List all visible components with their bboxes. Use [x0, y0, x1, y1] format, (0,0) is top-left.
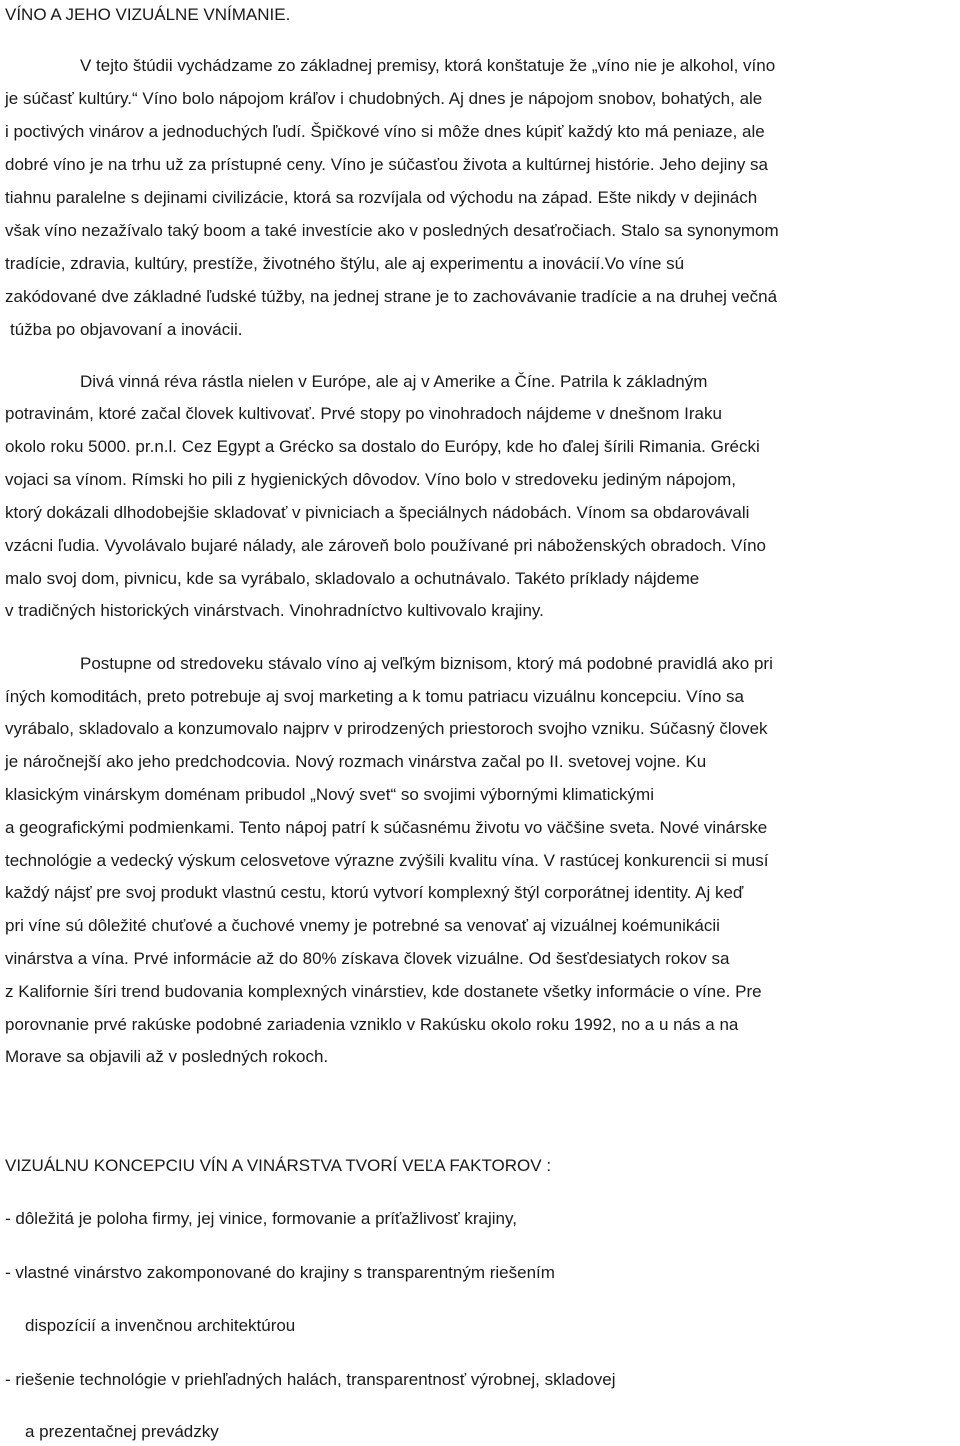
text-line: ktorý dokázali dlhodobejšie skladovať v pivniciach a špeciálnych nádobách. Vínom sa obdarovávali: [5, 503, 750, 522]
text-line: zakódované dve základné ľudské túžby, na jednej strane je to zachovávanie tradície a na druhej večná: [5, 287, 778, 306]
text-line: Morave sa objavili až v posledných rokoch.: [5, 1047, 329, 1066]
text-line: vinárstva a vína. Prvé informácie až do 80% získava človek vizuálne. Od šesťdesiatych rokov sa: [5, 949, 730, 968]
text-line: íných komoditách, preto potrebuje aj svoj marketing a k tomu patriacu vizuálnu koncepciu. Víno sa: [5, 687, 744, 706]
text-line: dobré víno je na trhu už za prístupné ceny. Víno je súčasťou života a kultúrnej histórie. Jeho dejiny sa: [5, 155, 768, 174]
list-item-continuation: a prezentačnej prevádzky: [25, 1422, 219, 1441]
text-line: z Kalifornie šíri trend budovania komplexných vinárstiev, kde dostanete všetky informácie o víne. Pre: [5, 982, 762, 1001]
text-line: túžba po objavovaní a inovácii.: [10, 320, 243, 339]
text-line: pri víne sú dôležité chuťové a čuchové vnemy je potrebné sa venovať aj vizuálnej koémunikácii: [5, 916, 720, 935]
text-line: je náročnejší ako jeho predchodcovia. Nový rozmach vinárstva začal po II. svetovej vojne. Ku: [5, 752, 707, 771]
text-line: V tejto štúdii vychádzame zo základnej premisy, ktorá konštatuje že „víno nie je alkohol, víno: [80, 56, 776, 75]
list-item-continuation: dispozícií a invenčnou architektúrou: [25, 1316, 296, 1335]
text-line: vojaci sa vínom. Rímski ho pili z hygienických dôvodov. Víno bolo v stredoveku jediným nápojom,: [5, 470, 737, 489]
text-line: klasickým vinárskym doménam pribudol „Nový svet“ so svojimi výbornými klimatickými: [5, 785, 654, 804]
section-heading: VIZUÁLNU KONCEPCIU VÍN A VINÁRSTVA TVORÍ VEĽA FAKTOROV :: [5, 1156, 552, 1175]
list-item: - riešenie technológie v priehľadných halách, transparentnosť výrobnej, skladovej: [5, 1370, 616, 1389]
text-line: je súčasť kultúry.“ Víno bolo nápojom kráľov i chudobných. Aj dnes je nápojom snobov, bohatých, ale: [5, 89, 763, 108]
text-line: malo svoj dom, pivnicu, kde sa vyrábalo, skladovalo a ochutnávalo. Takéto príklady nájdeme: [5, 569, 700, 588]
list-item: - dôležitá je poloha firmy, jej vinice, formovanie a príťažlivosť krajiny,: [5, 1209, 517, 1228]
text-line: každý nájsť pre svoj produkt vlastnú cestu, ktorú vytvorí komplexný štýl corporátnej identity. Aj keď: [5, 883, 744, 902]
list-item: - vlastné vinárstvo zakomponované do krajiny s transparentným riešením: [5, 1263, 555, 1282]
text-line: však víno nezažívalo taký boom a také investície ako v posledných desaťročiach. Stalo sa synonymom: [5, 221, 779, 240]
document-title: VÍNO A JEHO VIZUÁLNE VNÍMANIE.: [5, 5, 291, 24]
text-line: okolo roku 5000. pr.n.l. Cez Egypt a Grécko sa dostalo do Európy, kde ho ďalej šírili Rimania. Grécki: [5, 437, 760, 456]
text-line: Divá vinná réva rástla nielen v Európe, ale aj v Amerike a Číne. Patrila k základným: [80, 372, 708, 391]
text-line: potravinám, ktoré začal človek kultivovať. Prvé stopy po vinohradoch nájdeme v dnešnom Iraku: [5, 404, 722, 423]
text-line: Postupne od stredoveku stávalo víno aj veľkým biznisom, ktorý má podobné pravidlá ako pri: [80, 654, 773, 673]
text-line: vyrábalo, skladovalo a konzumovalo najprv v prirodzených priestoroch svojho vzniku. Súčasný človek: [5, 719, 768, 738]
text-line: porovnanie prvé rakúske podobné zariadenia vzniklo v Rakúsku okolo roku 1992, no a u nás a na: [5, 1015, 739, 1034]
text-line: i poctivých vinárov a jednoduchých ľudí. Špičkové víno si môže dnes kúpiť každý kto má peniaze, ale: [5, 122, 765, 141]
text-line: technológie a vedecký výskum celosvetove výrazne zvýšili kvalitu vína. V rastúcej konkurencii si musí: [5, 851, 769, 870]
text-line: tiahnu paralelne s dejinami civilizácie, ktorá sa rozvíjala od východu na západ. Ešte nikdy v dejinách: [5, 188, 758, 207]
text-line: v tradičných historických vinárstvach. Vinohradníctvo kultivovalo krajiny.: [5, 601, 544, 620]
text-line: tradície, zdravia, kultúry, prestíže, životného štýlu, ale aj experimentu a inovácií.Vo víne sú: [5, 254, 685, 273]
text-line: a geografickými podmienkami. Tento nápoj patrí k súčasnému životu vo väčšine sveta. Nové vinárske: [5, 818, 768, 837]
text-line: vzácni ľudia. Vyvolávalo bujaré nálady, ale zároveň bolo používané pri náboženských obradoch. Víno: [5, 536, 766, 555]
